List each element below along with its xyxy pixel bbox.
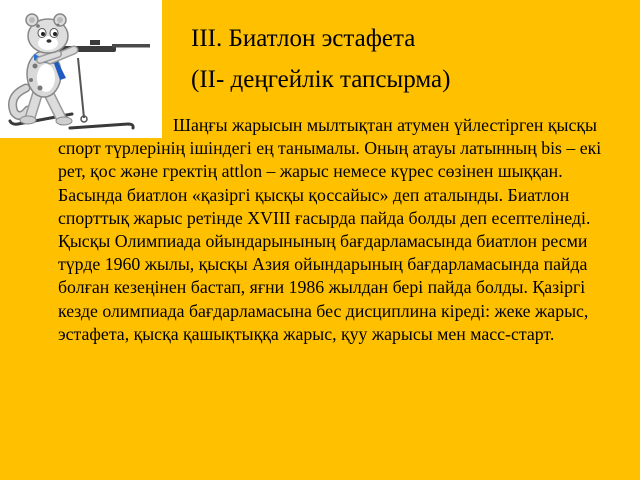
slide-subtitle: (II- деңгейлік тапсырма): [191, 66, 451, 93]
body-paragraph: Шаңғы жарысын мылтықтан атумен үйлестірген қысқы спорт түрлерінің ішіндегі ең танымалы. Оның атауы латынның bis – екі рет, қос және гректің attlon – жарыс немесе күрес сөзінен шыққан. Басында биатлон «қазіргі қысқы қоссайыс» деп аталынды. Биатлон спорттық жарыс ретінде XVIII ғасырда пайда болды деп есептелінеді. Қысқы Олимпиада ойындарынының бағдарламасында биатлон ресми түрде 1960 жылы, қысқы Азия ойындарының бағдарламасында пайда болған кезеңінен бастап, яғни 1986 жылдан бері пайда болды. Қазіргі кезде олимпиада бағдарламасына бес дисциплина кіреді: жеке жарыс, эстафета, қысқа қашықтыққа жарыс, қуу жарысы мен масс-старт.: [58, 115, 602, 344]
slide-title: III. Биатлон эстафета: [191, 25, 416, 52]
